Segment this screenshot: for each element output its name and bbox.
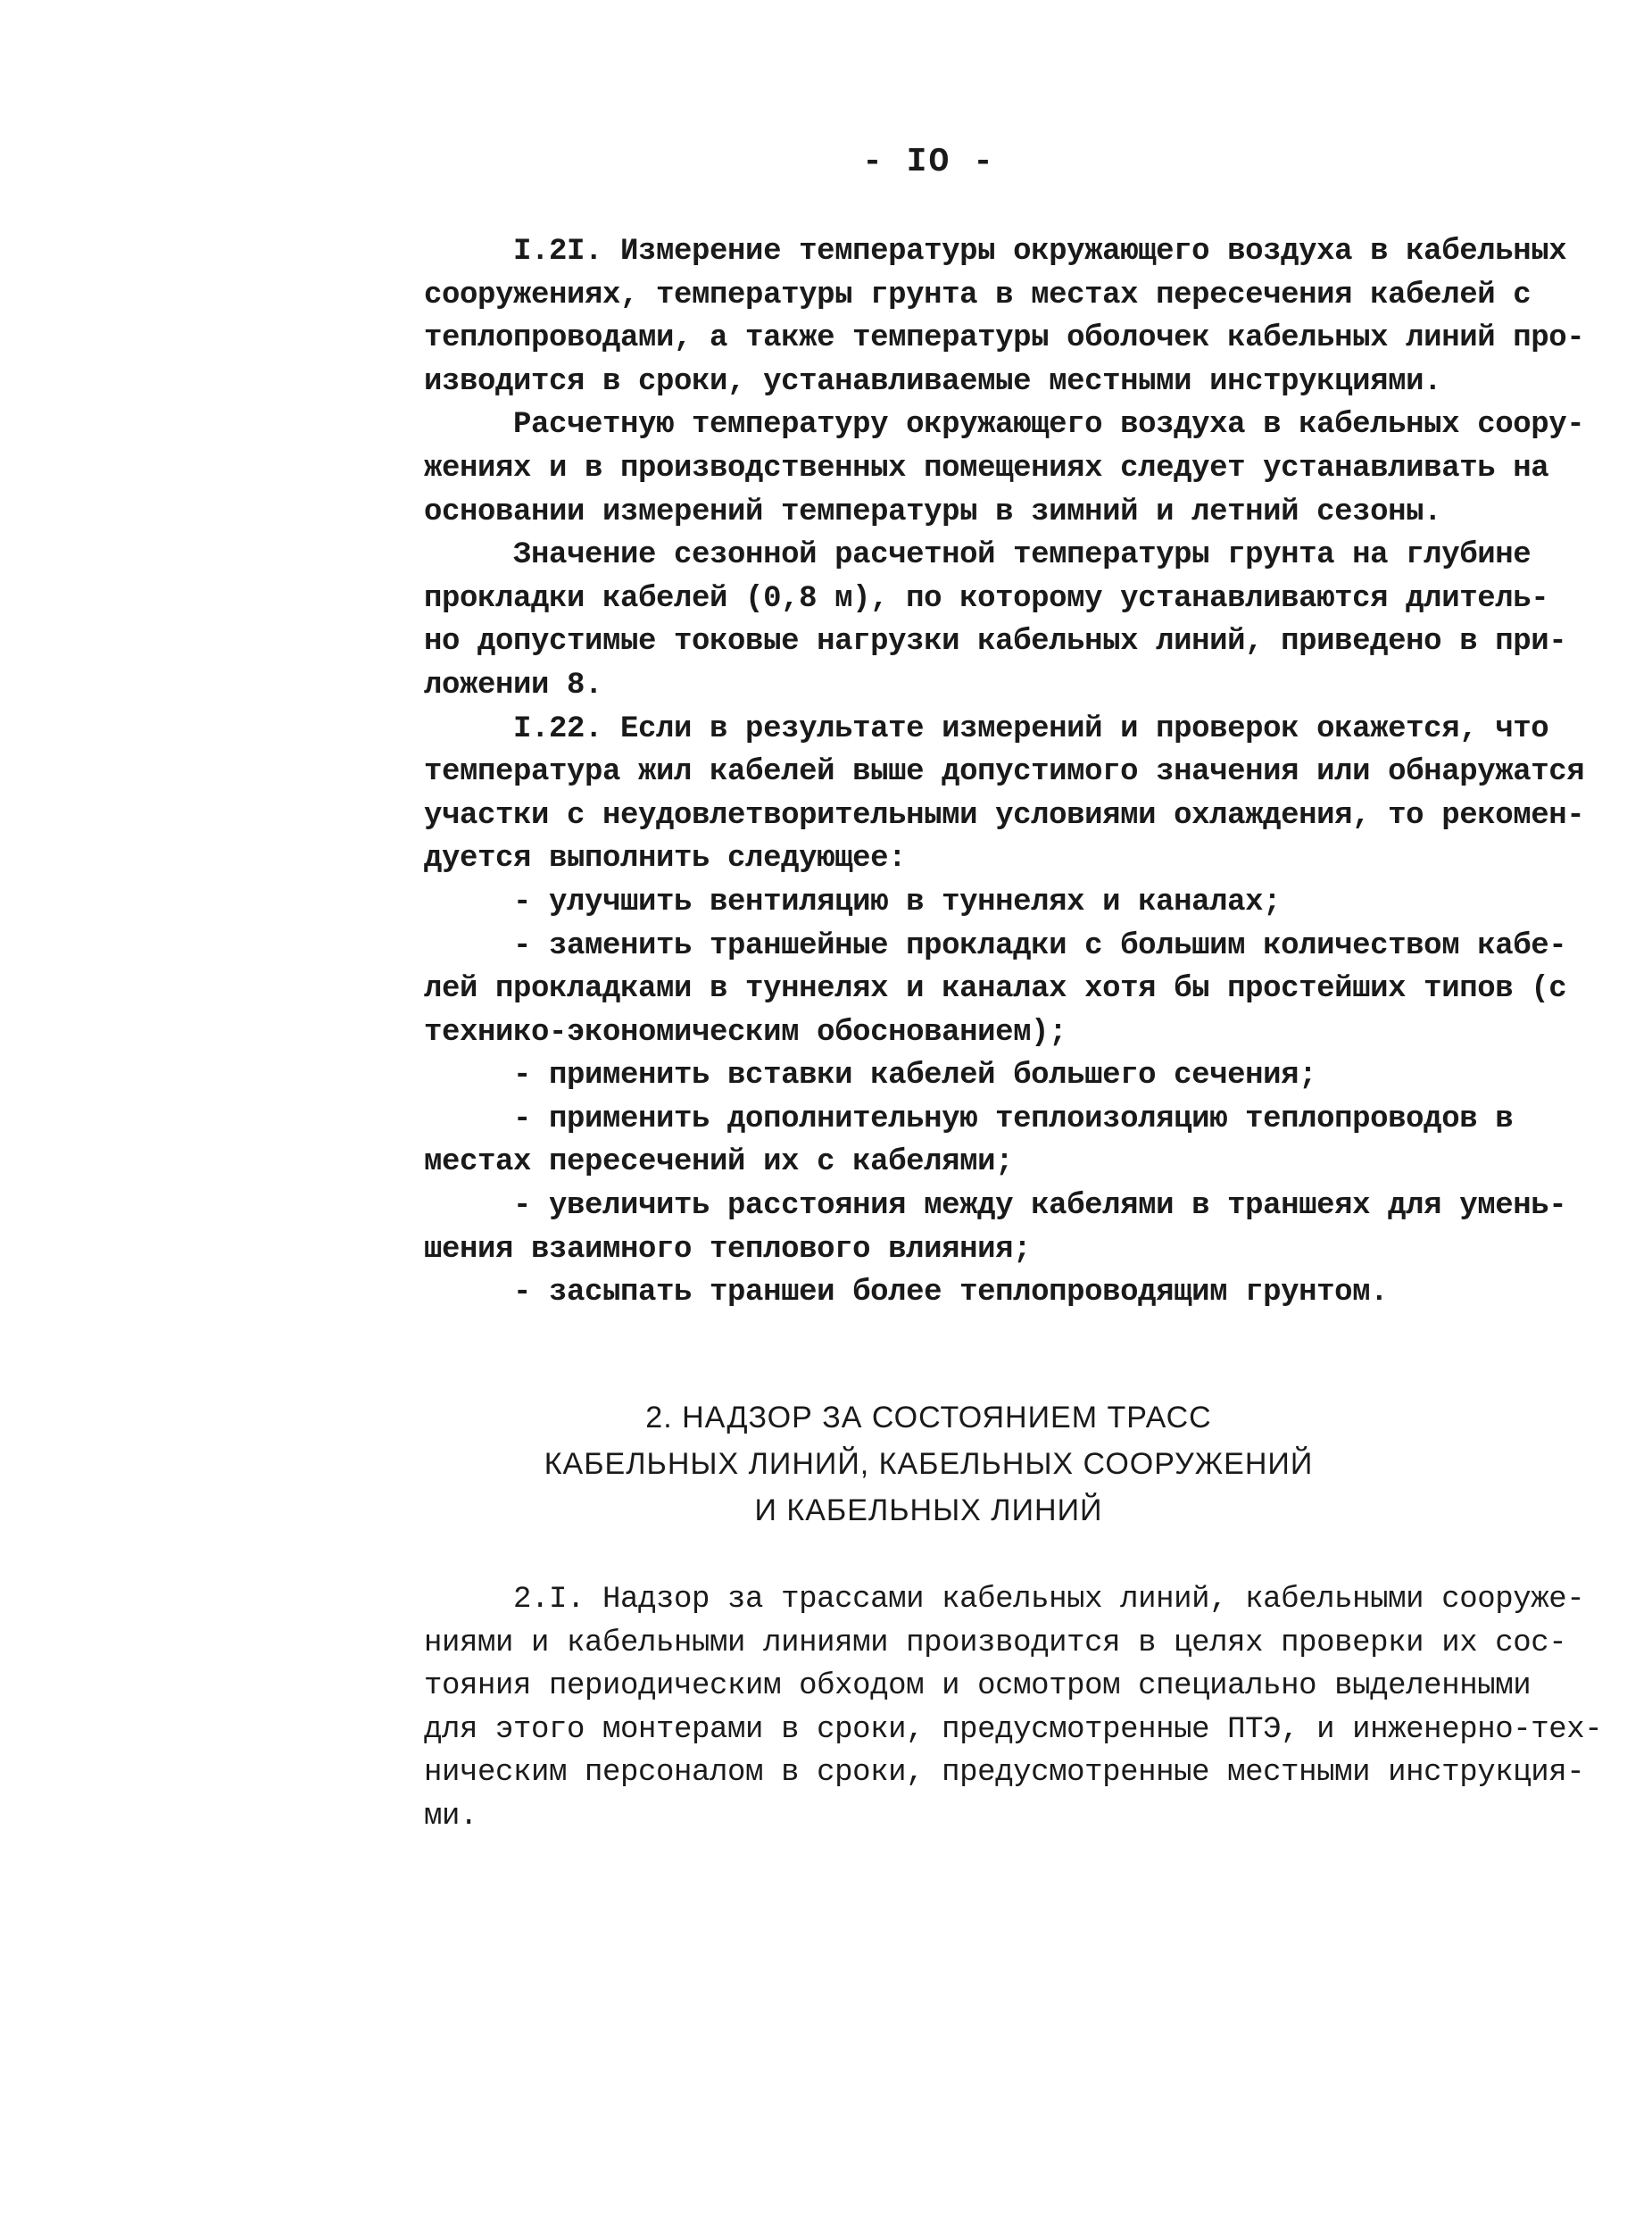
section-1-line: температура жил кабелей выше допустимого значения или обнаружатся — [424, 755, 1585, 790]
section-1-line: - увеличить расстояния между кабелями в траншеях для умень- — [424, 1189, 1567, 1224]
section-1-line: I.2I. Измерение температуры окружающего воздуха в кабельных — [424, 235, 1567, 269]
section-1-line: ложении 8. — [424, 668, 603, 703]
section-1-line: теплопроводами, а также температуры оболочек кабельных линий про- — [424, 321, 1585, 356]
section-1-line: изводится в сроки, устанавливаемые местными инструкциями. — [424, 364, 1442, 399]
section-1-line: шения взаимного теплового влияния; — [424, 1232, 1032, 1267]
section-1-line: жениях и в производственных помещениях следует устанавливать на — [424, 451, 1549, 486]
heading-line: КАБЕЛЬНЫХ ЛИНИЙ, КАБЕЛЬНЫХ СООРУЖЕНИЙ — [544, 1447, 1314, 1481]
section-2-line: ми. — [424, 1799, 478, 1834]
section-2-line: 2.I. Надзор за трассами кабельных линий, кабельными сооруже- — [424, 1583, 1585, 1617]
section-1-line: технико-экономическим обоснованием); — [424, 1015, 1067, 1050]
section-1-line: - применить вставки кабелей большего сечения; — [424, 1059, 1317, 1094]
section-1-line: но допустимые токовые нагрузки кабельных линий, приведено в при- — [424, 625, 1567, 660]
section-2-line: тояния периодическим обходом и осмотром специально выделенными — [424, 1669, 1532, 1704]
section-2-text — [424, 1578, 1603, 1839]
section-1-line: - применить дополнительную теплоизоляцию теплопроводов в — [424, 1102, 1514, 1136]
section-1-line: - засыпать траншеи более теплопроводящим грунтом. — [424, 1276, 1389, 1310]
heading-line: И КАБЕЛЬНЫХ ЛИНИЙ — [754, 1493, 1103, 1527]
section-1-line: прокладки кабелей (0,8 м), по которому устанавливаются длитель- — [424, 581, 1549, 616]
section-1-line: основании измерений температуры в зимний и летний сезоны. — [424, 495, 1442, 529]
section-1-line: участки с неудовлетворительными условиями охлаждения, то рекомен- — [424, 798, 1585, 833]
section-1-line: лей прокладками в туннелях и каналах хотя бы простейших типов (с — [424, 972, 1567, 1007]
section-1-line: - улучшить вентиляцию в туннелях и каналах; — [424, 885, 1282, 919]
section-1-line: дуется выполнить следующее: — [424, 842, 907, 877]
page-number: - IO - — [862, 143, 995, 181]
section-2-line: ниями и кабельными линиями производится в целях проверки их сос- — [424, 1626, 1567, 1660]
section-1-line: Значение сезонной расчетной температуры грунта на глубине — [424, 538, 1532, 573]
section-2-line: ническим персоналом в сроки, предусмотренные местными инструкция- — [424, 1756, 1585, 1791]
section-1-line: местах пересечений их с кабелями; — [424, 1145, 1014, 1180]
section-2-heading — [0, 1394, 1652, 1534]
heading-line: 2. НАДЗОР ЗА СОСТОЯНИЕМ ТРАСС — [645, 1401, 1212, 1435]
section-1-text — [424, 230, 1584, 1315]
section-1-line: сооружениях, температуры грунта в местах пересечения кабелей с — [424, 278, 1532, 312]
section-1-line: I.22. Если в результате измерений и проверок окажется, что — [424, 711, 1549, 746]
section-2-line: для этого монтерами в сроки, предусмотренные ПТЭ, и инженерно-тех- — [424, 1712, 1603, 1747]
section-1-line: - заменить траншейные прокладки с большим количеством кабе- — [424, 928, 1567, 963]
section-1-line: Расчетную температуру окружающего воздуха в кабельных соору- — [424, 408, 1585, 443]
